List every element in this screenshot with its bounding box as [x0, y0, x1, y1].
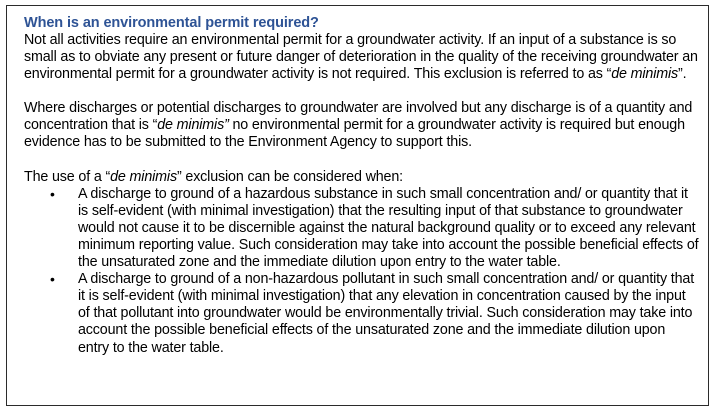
page-title: When is an environmental permit required?: [24, 15, 319, 31]
paragraph-spacer-2: [24, 152, 699, 169]
paragraph-3-segment-1-italic: de minimis: [110, 168, 177, 185]
paragraph-1-segment-2: ”.: [678, 66, 687, 83]
de-minimis-criteria-list: [24, 186, 699, 357]
paragraph-1-segment-0: Not all activities require an environmental permit for a groundwater activity. If an input of a substance is so small as to obviate any present or future danger of deterioration in the quality of the receiving groundwater an environmental permit for a groundwater activity is not required. This exclusion is referred to as “: [24, 32, 698, 83]
bullet-point-icon: •: [50, 271, 55, 288]
paragraph-2-segment-0: Where discharges or potential discharges to groundwater are involved but any discharge is of a quantity and concentration that is “: [24, 100, 693, 134]
bullet-point-icon: •: [50, 185, 55, 202]
paragraph-2-segment-1-italic: de minimis”: [157, 117, 229, 134]
paragraph-2-segment-2: no environmental permit for a groundwater activity is required but enough evidence has to be submitted to the Environment Agency to support this.: [24, 117, 685, 151]
paragraph-3-segment-0: The use of a “: [24, 168, 111, 185]
list-item: [24, 186, 699, 271]
list-item: [24, 271, 699, 356]
list-item-text: A discharge to ground of a non-hazardous pollutant in such small concentration and/ or quantity that it is self-evident (with minimal investigation) that any elevation in concentration caused by the input of that pollutant into groundwater would be environmentally trivial. Such consideration may take into account the possible beneficial effects of the unsaturated zone and the immediate dilution upon entry to the water table.: [78, 271, 695, 356]
paragraph-3: [24, 169, 699, 186]
list-item-text: A discharge to ground of a hazardous substance in such small concentration and/ or quantity that it is self-evident (with minimal investigation) that the resulting input of that substance to groundwater would not cause it to be discernible against the natural background quality or to exceed any relevant minimum reporting value. Such consideration may take into account the possible beneficial effects of the unsaturated zone and the immediate dilution upon entry to the water table.: [78, 185, 699, 271]
callout-box: [6, 5, 709, 406]
paragraph-spacer-1: [24, 83, 699, 100]
paragraph-1-segment-1-italic: de minimis: [611, 66, 679, 83]
paragraph-2: [24, 100, 699, 151]
paragraph-1: [24, 32, 699, 83]
paragraph-3-segment-2: ” exclusion can be considered when:: [176, 168, 403, 185]
